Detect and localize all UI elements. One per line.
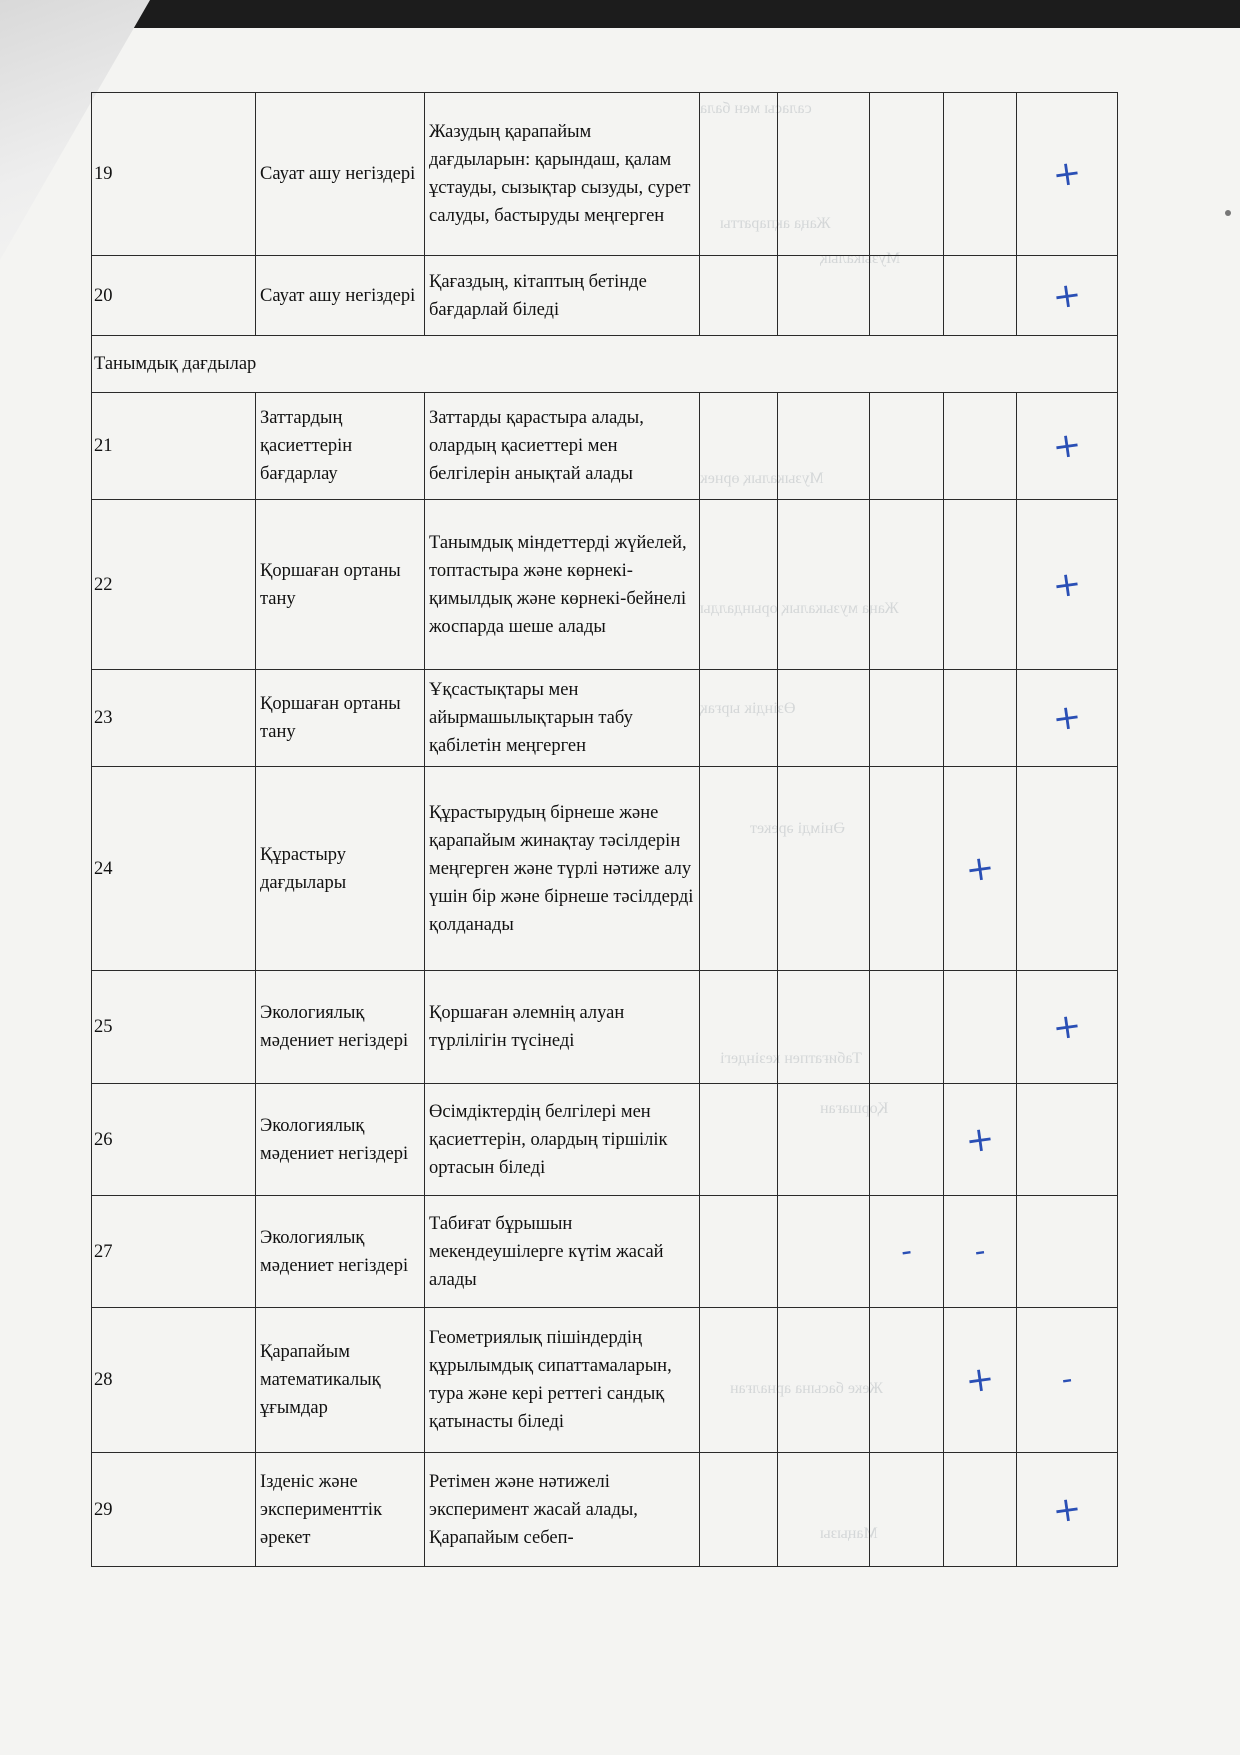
table-row <box>92 767 1118 971</box>
empty-cell <box>700 93 778 256</box>
plus-mark: + <box>1050 562 1084 607</box>
plus-mark: + <box>1050 424 1084 468</box>
assessment-cell <box>778 500 870 670</box>
row-number: 27 <box>92 1196 256 1308</box>
empty-mark <box>948 1505 1011 1514</box>
row-number: 28 <box>92 1308 256 1453</box>
assessment-cell <box>778 1453 870 1567</box>
empty-mark <box>782 1374 864 1386</box>
assessment-cell <box>778 1308 870 1453</box>
empty-mark <box>782 1504 864 1516</box>
empty-mark <box>874 864 938 873</box>
empty-mark <box>948 291 1011 300</box>
skill-area: Құрастыру дағдылары <box>256 767 425 971</box>
assessment-cell <box>1017 393 1118 500</box>
empty-cell <box>700 1308 778 1453</box>
empty-cell <box>700 1453 778 1567</box>
empty-cell <box>700 1084 778 1196</box>
assessment-cell <box>870 93 944 256</box>
table-row <box>92 500 1118 670</box>
skill-description: Танымдық міндеттерді жүйелей, топтастыра және көрнекі-қимылдық және көрнекі-бейнелі жоспарда шеше алады <box>425 500 700 670</box>
skill-area: Қоршаған ортаны тану <box>256 500 425 670</box>
plus-mark: + <box>963 846 997 891</box>
assessment-cell <box>944 393 1017 500</box>
empty-mark <box>782 579 864 591</box>
empty-mark <box>874 441 938 450</box>
plus-mark: + <box>963 1358 997 1402</box>
minus-mark: - <box>898 1232 915 1270</box>
row-number: 21 <box>92 393 256 500</box>
skill-description: Құрастырудың бірнеше және қарапайым жинақтау тәсілдерін меңгерген және түрлі нәтиже алу үшін бір және бірнеше тәсілдерді қолданады <box>425 767 700 971</box>
plus-mark: + <box>963 1117 997 1162</box>
assessment-cell <box>870 670 944 767</box>
section-title: Танымдық дағдылар <box>92 336 1118 393</box>
skill-area: Сауат ашу негіздері <box>256 93 425 256</box>
plus-mark: + <box>1050 1487 1084 1532</box>
empty-cell <box>700 256 778 336</box>
minus-mark: - <box>972 1232 988 1270</box>
table-row <box>92 971 1118 1084</box>
empty-mark <box>874 1022 938 1031</box>
assessment-cell <box>778 1196 870 1308</box>
row-number: 22 <box>92 500 256 670</box>
assessment-cell <box>870 971 944 1084</box>
empty-mark <box>782 1246 864 1258</box>
assessment-cell <box>1017 1308 1118 1453</box>
skill-description: Өсімдіктердің белгілері мен қасиеттерін, олардың тіршілік ортасын біледі <box>425 1084 700 1196</box>
empty-mark <box>782 168 864 180</box>
margin-dot <box>1225 210 1231 216</box>
empty-mark <box>782 863 864 875</box>
row-number: 20 <box>92 256 256 336</box>
assessment-cell <box>870 1196 944 1308</box>
assessment-cell <box>1017 1084 1118 1196</box>
assessment-cell <box>1017 1453 1118 1567</box>
assessment-cell <box>944 670 1017 767</box>
assessment-cell <box>778 93 870 256</box>
empty-mark <box>782 1134 864 1146</box>
skill-description: Заттарды қарастыра алады, олардың қасиеттері мен белгілерін анықтай алады <box>425 393 700 500</box>
assessment-cell <box>944 1196 1017 1308</box>
table-row <box>92 256 1118 336</box>
skill-area: Сауат ашу негіздері <box>256 256 425 336</box>
empty-mark <box>782 440 864 452</box>
assessment-cell <box>870 393 944 500</box>
table-row <box>92 1453 1118 1567</box>
empty-mark <box>874 713 938 722</box>
skill-description: Қоршаған әлемнің алуан түрлілігін түсінеді <box>425 971 700 1084</box>
assessment-cell <box>870 256 944 336</box>
empty-mark <box>1021 862 1112 875</box>
assessment-cell <box>944 971 1017 1084</box>
assessment-cell <box>944 1084 1017 1196</box>
section-header-row <box>92 336 1118 393</box>
assessment-cell <box>944 93 1017 256</box>
empty-mark <box>874 1505 938 1514</box>
empty-cell <box>700 971 778 1084</box>
row-number: 29 <box>92 1453 256 1567</box>
assessment-cell <box>778 971 870 1084</box>
empty-mark <box>874 580 938 589</box>
skill-area: Қарапайым математикалық ұғымдар <box>256 1308 425 1453</box>
assessment-cell <box>1017 256 1118 336</box>
skill-area: Ізденіс және эксперименттік әрекет <box>256 1453 425 1567</box>
assessment-cell <box>778 1084 870 1196</box>
assessment-cell <box>778 670 870 767</box>
assessment-cell <box>944 500 1017 670</box>
assessment-cell <box>1017 971 1118 1084</box>
assessment-cell <box>1017 500 1118 670</box>
empty-cell <box>700 670 778 767</box>
table-row <box>92 1196 1118 1308</box>
row-number: 26 <box>92 1084 256 1196</box>
assessment-cell <box>1017 93 1118 256</box>
skill-description: Ұқсастықтары мен айырмашылықтарын табу қабілетін меңгерген <box>425 670 700 767</box>
row-number: 24 <box>92 767 256 971</box>
empty-mark <box>874 1375 938 1384</box>
table-row <box>92 1084 1118 1196</box>
assessment-cell <box>870 1084 944 1196</box>
assessment-cell <box>1017 767 1118 971</box>
empty-mark <box>874 169 938 178</box>
assessment-cell <box>944 1308 1017 1453</box>
empty-mark <box>948 170 1011 179</box>
assessment-cell <box>778 767 870 971</box>
empty-cell <box>700 393 778 500</box>
assessment-cell <box>1017 670 1118 767</box>
plus-mark: + <box>1050 1005 1084 1049</box>
minus-mark: - <box>1059 1361 1075 1398</box>
plus-mark: + <box>1050 696 1084 740</box>
assessment-cell <box>870 500 944 670</box>
skill-description: Табиғат бұрышын мекендеушілерге күтім жасай алады <box>425 1196 700 1308</box>
assessment-cell <box>778 256 870 336</box>
assessment-cell <box>870 767 944 971</box>
skill-area: Экологиялық мәдениет негіздері <box>256 1196 425 1308</box>
empty-mark <box>782 1021 864 1033</box>
plus-mark: + <box>1050 273 1084 318</box>
skill-description: Жазудың қарапайым дағдыларын: қарындаш, қалам ұстауды, сызықтар сызуды, сурет салуды, бастыруды меңгерген <box>425 93 700 256</box>
assessment-cell <box>778 393 870 500</box>
empty-mark <box>782 712 864 724</box>
skill-area: Заттардың қасиеттерін бағдарлау <box>256 393 425 500</box>
skill-area: Экологиялық мәдениет негіздері <box>256 1084 425 1196</box>
skills-assessment-table <box>91 92 1118 1567</box>
skill-description: Геометриялық пішіндердің құрылымдық сипаттамаларын, тура және кері реттегі сандық қатынасты біледі <box>425 1308 700 1453</box>
assessment-cell <box>870 1308 944 1453</box>
empty-mark <box>948 1023 1011 1032</box>
empty-mark <box>874 291 938 300</box>
skill-area: Экологиялық мәдениет негіздері <box>256 971 425 1084</box>
table-row <box>92 670 1118 767</box>
empty-mark <box>1021 1133 1112 1146</box>
assessment-cell <box>870 1453 944 1567</box>
assessment-cell <box>944 256 1017 336</box>
row-number: 19 <box>92 93 256 256</box>
row-number: 23 <box>92 670 256 767</box>
plus-mark: + <box>1050 152 1084 196</box>
empty-mark <box>782 290 864 302</box>
table-row <box>92 93 1118 256</box>
skill-area: Қоршаған ортаны тану <box>256 670 425 767</box>
empty-cell <box>700 500 778 670</box>
bleed-through-text: саласы мен бала Жаңа ақпаратты Музыкалық Музыкалық өрнек Жаңа музыкалық орындалды Өзіндік ырғақ Әнімді әрекет Табиғатпен кезіндегі Қоршаған Жеке басына арналған Маңызы <box>700 100 901 1542</box>
empty-mark <box>874 1135 938 1144</box>
empty-mark <box>1021 1245 1112 1258</box>
empty-cell <box>700 767 778 971</box>
assessment-cell <box>944 1453 1017 1567</box>
empty-mark <box>948 714 1011 723</box>
empty-cell <box>700 1196 778 1308</box>
assessment-cell <box>944 767 1017 971</box>
skill-description: Ретімен және нәтижелі эксперимент жасай алады, Қарапайым себеп- <box>425 1453 700 1567</box>
table-row <box>92 393 1118 500</box>
assessment-cell <box>1017 1196 1118 1308</box>
table-row <box>92 1308 1118 1453</box>
empty-mark <box>948 580 1011 589</box>
skill-description: Қағаздың, кітаптың бетінде бағдарлай біледі <box>425 256 700 336</box>
empty-mark <box>948 442 1011 451</box>
row-number: 25 <box>92 971 256 1084</box>
